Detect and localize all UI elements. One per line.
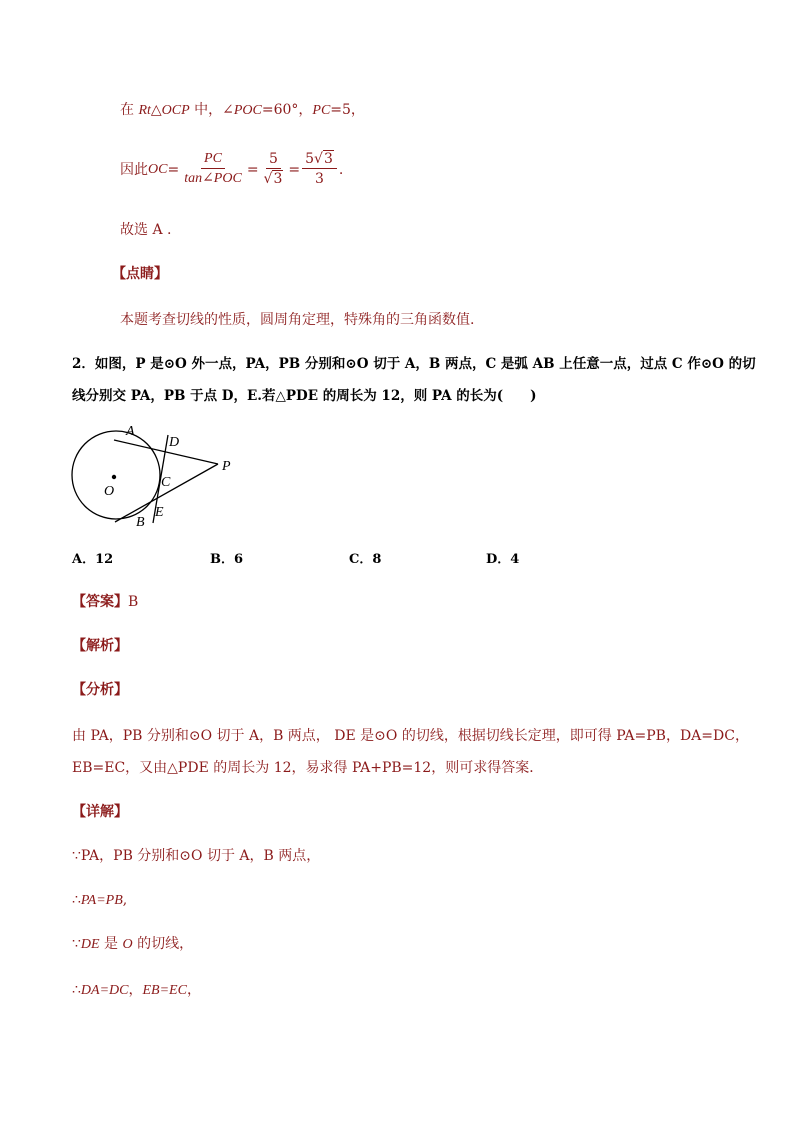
- solution-line-1: 在 Rt△OCP 中，∠POC=60°，PC=5，: [120, 102, 365, 118]
- line-pb: [115, 464, 218, 522]
- fenxi-line-1: 由 PA，PB 分别和⊙O 切于 A，B 两点， DE 是⊙O 的切线，根据切线长定理，即可得 PA=PB，DA=DC，: [72, 728, 749, 744]
- analysis-label: 【解析】: [72, 638, 128, 654]
- label-E: E: [155, 505, 164, 520]
- sqrt-symbol: √3: [263, 171, 283, 187]
- option-b: B．6: [210, 552, 244, 567]
- option-a: A．12: [72, 552, 114, 567]
- solution-line-2: 因此 OC = $\frac{PC}{\text{tan∠POC}}$ = $\frac{5}{√3}$ = $\frac{5√3}{3}$ .: [120, 151, 344, 187]
- option-d: D．4: [486, 552, 520, 567]
- fenxi-label: 【分析】: [72, 682, 128, 698]
- step-1: ∵PA，PB 分别和⊙O 切于 A，B 两点，: [72, 848, 321, 864]
- geometry-figure: [60, 418, 250, 533]
- answer-line: [72, 592, 138, 612]
- center-point: [112, 475, 116, 479]
- dianjing-label: 【点睛】: [112, 266, 168, 282]
- circle-o: [72, 431, 160, 519]
- question2-line-1: 2．如图，P 是⊙O 外一点，PA，PB 分别和⊙O 切于 A，B 两点，C 是弧 AB 上任意一点，过点 C 作⊙O 的切: [72, 356, 756, 372]
- label-D: D: [169, 435, 180, 450]
- step-2: ∴PA=PB,: [72, 892, 128, 908]
- fraction-5root3-over-3: $\frac{5√3}{3}$: [302, 150, 337, 189]
- step-3: ∵DE 是 O 的切线，: [72, 936, 194, 952]
- answer-value: B: [128, 594, 139, 610]
- option-c: C．8: [349, 552, 382, 567]
- dianjing-text: 本题考查切线的性质，圆周角定理，特殊角的三角函数值.: [120, 312, 475, 328]
- answer-label: 【答案】: [72, 594, 128, 610]
- step-4: ∴DA=DC，EB=EC，: [72, 982, 201, 998]
- fraction-pc-over-tan: $\frac{PC}{\text{tan∠POC}}$: [184, 151, 242, 186]
- label-A: A: [126, 424, 135, 439]
- label-P: P: [222, 459, 231, 474]
- label-C: C: [161, 475, 171, 490]
- xiangjie-label: 【详解】: [72, 804, 128, 820]
- label-B: B: [136, 515, 145, 530]
- fenxi-line-2: EB=EC，又由△PDE 的周长为 12，易求得 PA+PB=12，则可求得答案．: [72, 760, 544, 776]
- fraction-5-over-root3: $\frac{5}{√3}$: [263, 151, 283, 187]
- label-O: O: [104, 484, 115, 499]
- question2-line-2: 线分别交 PA，PB 于点 D，E.若△PDE 的周长为 12，则 PA 的长为( ): [72, 388, 537, 404]
- sqrt-symbol: √3: [314, 151, 333, 167]
- solution-line-3: 故选 A .: [120, 222, 172, 238]
